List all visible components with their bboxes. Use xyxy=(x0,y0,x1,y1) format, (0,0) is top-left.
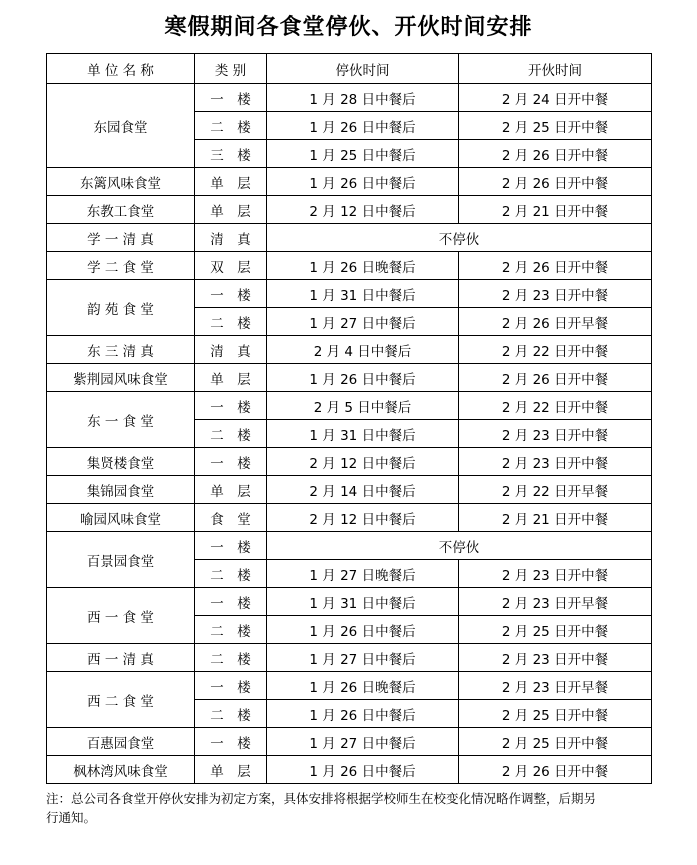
cell-stop-time: 1 月 27 日中餐后 xyxy=(267,728,459,756)
cell-stop-time: 1 月 27 日中餐后 xyxy=(267,308,459,336)
cell-unit-name: 学 二 食 堂 xyxy=(47,252,195,280)
column-header-open-time: 开伙时间 xyxy=(459,54,652,84)
table-body xyxy=(47,84,652,784)
cell-stop-time: 1 月 26 日中餐后 xyxy=(267,364,459,392)
cell-stop-time: 2 月 5 日中餐后 xyxy=(267,392,459,420)
cell-stop-time: 1 月 27 日晚餐后 xyxy=(267,560,459,588)
cell-open-time: 2 月 26 日开中餐 xyxy=(459,364,652,392)
cell-type: 清 真 xyxy=(195,224,267,252)
cell-open-time: 2 月 26 日开中餐 xyxy=(459,168,652,196)
cell-open-time: 2 月 25 日开中餐 xyxy=(459,700,652,728)
cell-stop-time: 1 月 26 日中餐后 xyxy=(267,756,459,784)
cell-unit-name: 集贤楼食堂 xyxy=(47,448,195,476)
page-title: 寒假期间各食堂停伙、开伙时间安排 xyxy=(164,15,533,40)
cell-stop-time: 1 月 26 日晚餐后 xyxy=(267,672,459,700)
column-header-stop-time: 停伙时间 xyxy=(267,54,459,84)
cell-stop-time: 1 月 28 日中餐后 xyxy=(267,84,459,112)
cell-merged-status: 不停伙 xyxy=(267,224,652,252)
cell-stop-time: 1 月 31 日中餐后 xyxy=(267,420,459,448)
cell-open-time: 2 月 23 日开早餐 xyxy=(459,672,652,700)
table-row xyxy=(47,84,652,112)
cell-unit-name: 东 一 食 堂 xyxy=(47,392,195,448)
cell-open-time: 2 月 23 日开中餐 xyxy=(459,280,652,308)
table-row xyxy=(47,644,652,672)
cell-type: 一 楼 xyxy=(195,280,267,308)
cell-type: 一 楼 xyxy=(195,84,267,112)
cell-stop-time: 1 月 26 日中餐后 xyxy=(267,616,459,644)
cell-unit-name: 喻园风味食堂 xyxy=(47,504,195,532)
cell-stop-time: 2 月 12 日中餐后 xyxy=(267,196,459,224)
cell-stop-time: 1 月 26 日中餐后 xyxy=(267,112,459,140)
cell-type: 食 堂 xyxy=(195,504,267,532)
cell-open-time: 2 月 25 日开中餐 xyxy=(459,616,652,644)
cell-type: 一 楼 xyxy=(195,532,267,560)
cell-type: 单 层 xyxy=(195,364,267,392)
cell-open-time: 2 月 26 日开中餐 xyxy=(459,756,652,784)
cell-type: 一 楼 xyxy=(195,672,267,700)
table-row xyxy=(47,532,652,560)
cell-type: 一 楼 xyxy=(195,392,267,420)
cell-unit-name: 东篱风味食堂 xyxy=(47,168,195,196)
cell-type: 三 楼 xyxy=(195,140,267,168)
cell-stop-time: 1 月 31 日中餐后 xyxy=(267,280,459,308)
cell-stop-time: 2 月 4 日中餐后 xyxy=(267,336,459,364)
table-row xyxy=(47,280,652,308)
table-row xyxy=(47,588,652,616)
table-row xyxy=(47,392,652,420)
cell-type: 双 层 xyxy=(195,252,267,280)
cell-unit-name: 韵 苑 食 堂 xyxy=(47,280,195,336)
column-header-type: 类 别 xyxy=(195,54,267,84)
cell-type: 一 楼 xyxy=(195,448,267,476)
cell-type: 二 楼 xyxy=(195,560,267,588)
table-header-row xyxy=(47,54,652,84)
cell-type: 二 楼 xyxy=(195,700,267,728)
table-row xyxy=(47,336,652,364)
cell-open-time: 2 月 23 日开中餐 xyxy=(459,644,652,672)
table-row xyxy=(47,476,652,504)
cell-unit-name: 集锦园食堂 xyxy=(47,476,195,504)
table-row xyxy=(47,756,652,784)
cell-open-time: 2 月 23 日开中餐 xyxy=(459,420,652,448)
cell-type: 单 层 xyxy=(195,168,267,196)
cell-open-time: 2 月 26 日开中餐 xyxy=(459,252,652,280)
table-header xyxy=(47,54,652,84)
cell-stop-time: 1 月 26 日晚餐后 xyxy=(267,252,459,280)
cell-open-time: 2 月 25 日开中餐 xyxy=(459,728,652,756)
cell-type: 二 楼 xyxy=(195,308,267,336)
cell-unit-name: 西 一 清 真 xyxy=(47,644,195,672)
table-row xyxy=(47,252,652,280)
cell-unit-name: 紫荆园风味食堂 xyxy=(47,364,195,392)
cell-unit-name: 西 一 食 堂 xyxy=(47,588,195,644)
table-row xyxy=(47,224,652,252)
cell-unit-name: 东教工食堂 xyxy=(47,196,195,224)
cell-open-time: 2 月 26 日开早餐 xyxy=(459,308,652,336)
cell-unit-name: 枫林湾风味食堂 xyxy=(47,756,195,784)
schedule-table xyxy=(46,53,652,784)
cell-unit-name: 百景园食堂 xyxy=(47,532,195,588)
cell-unit-name: 西 二 食 堂 xyxy=(47,672,195,728)
cell-type: 一 楼 xyxy=(195,588,267,616)
cell-stop-time: 1 月 26 日中餐后 xyxy=(267,168,459,196)
cell-stop-time: 1 月 25 日中餐后 xyxy=(267,140,459,168)
table-row xyxy=(47,728,652,756)
table-row xyxy=(47,196,652,224)
cell-stop-time: 2 月 14 日中餐后 xyxy=(267,476,459,504)
footnote xyxy=(0,784,697,828)
cell-type: 二 楼 xyxy=(195,616,267,644)
cell-type: 二 楼 xyxy=(195,644,267,672)
table-row xyxy=(47,364,652,392)
table-row xyxy=(47,448,652,476)
cell-open-time: 2 月 22 日开中餐 xyxy=(459,392,652,420)
document-page xyxy=(0,10,697,865)
cell-open-time: 2 月 22 日开早餐 xyxy=(459,476,652,504)
cell-unit-name: 东 三 清 真 xyxy=(47,336,195,364)
cell-unit-name: 学 一 清 真 xyxy=(47,224,195,252)
table-row xyxy=(47,672,652,700)
cell-unit-name: 百惠园食堂 xyxy=(47,728,195,756)
cell-type: 清 真 xyxy=(195,336,267,364)
schedule-table-container xyxy=(0,53,697,784)
table-row xyxy=(47,168,652,196)
cell-open-time: 2 月 26 日开中餐 xyxy=(459,140,652,168)
cell-open-time: 2 月 25 日开中餐 xyxy=(459,112,652,140)
cell-stop-time: 1 月 26 日中餐后 xyxy=(267,700,459,728)
cell-type: 单 层 xyxy=(195,196,267,224)
footnote-line-2: 行通知。 xyxy=(46,809,97,825)
cell-open-time: 2 月 22 日开中餐 xyxy=(459,336,652,364)
cell-unit-name: 东园食堂 xyxy=(47,84,195,168)
cell-merged-status: 不停伙 xyxy=(267,532,652,560)
cell-open-time: 2 月 23 日开早餐 xyxy=(459,588,652,616)
cell-stop-time: 2 月 12 日中餐后 xyxy=(267,504,459,532)
cell-open-time: 2 月 23 日开中餐 xyxy=(459,448,652,476)
table-row xyxy=(47,504,652,532)
cell-type: 二 楼 xyxy=(195,112,267,140)
cell-open-time: 2 月 24 日开中餐 xyxy=(459,84,652,112)
cell-open-time: 2 月 21 日开中餐 xyxy=(459,504,652,532)
footnote-line-1: 注：总公司各食堂开停伙安排为初定方案，具体安排将根据学校师生在校变化情况略作调整，后期另 xyxy=(46,791,597,806)
cell-stop-time: 1 月 27 日中餐后 xyxy=(267,644,459,672)
cell-type: 单 层 xyxy=(195,756,267,784)
cell-type: 二 楼 xyxy=(195,420,267,448)
cell-open-time: 2 月 23 日开中餐 xyxy=(459,560,652,588)
cell-stop-time: 1 月 31 日中餐后 xyxy=(267,588,459,616)
cell-type: 一 楼 xyxy=(195,728,267,756)
cell-stop-time: 2 月 12 日中餐后 xyxy=(267,448,459,476)
cell-open-time: 2 月 21 日开中餐 xyxy=(459,196,652,224)
column-header-unit: 单 位 名 称 xyxy=(47,54,195,84)
cell-type: 单 层 xyxy=(195,476,267,504)
